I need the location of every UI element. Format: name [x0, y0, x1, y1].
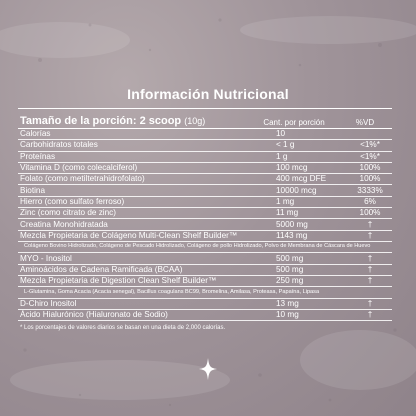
nutrient-amount: < 1 g [276, 140, 295, 150]
nutrient-name: Carbohidratos totales [20, 140, 98, 150]
nutrient-amount: 400 mcg DFE [276, 174, 327, 184]
amount-header: Cant. por porción [263, 118, 325, 127]
nutrient-amount: 13 mg [276, 298, 299, 308]
footnote: * Los porcentajes de valores diarios se basan en una dieta de 2,000 calorías. [20, 325, 226, 332]
nutrient-dv: † [367, 264, 373, 274]
nutrient-name: Proteínas [20, 151, 56, 161]
nutrient-name: Biotina [20, 185, 46, 195]
nutrient-amount: 11 mg [276, 208, 299, 218]
nutrient-row [18, 219, 392, 230]
nutrient-name: Mezcla Propietaria de Colágeno Multi-Clean Shelf Builder™ [20, 230, 238, 240]
nutrient-dv: 100% [359, 174, 381, 184]
nutrient-dv: † [367, 310, 373, 320]
nutrient-amount: 10 mg [276, 310, 299, 320]
nutrient-amount: 1143 mg [276, 230, 308, 240]
nutrient-row [18, 129, 392, 140]
nutrient-row [18, 174, 392, 185]
nutrient-amount: 10000 mcg [276, 185, 317, 195]
dv-header: %VD [355, 118, 375, 127]
nutrient-dv: † [367, 276, 373, 286]
nutrient-row [18, 140, 392, 151]
page-title: Información Nutricional [127, 86, 289, 102]
nutrient-name: Vitamina D (como colecalciferol) [20, 163, 138, 173]
serving-size-label: Tamaño de la porción: 2 scoop [20, 115, 182, 127]
nutrient-amount: 500 mg [276, 264, 304, 274]
nutrient-amount: 100 mcg [276, 163, 308, 173]
nutrient-row [18, 231, 392, 242]
nutrient-dv: 6% [364, 196, 376, 206]
nutrient-dv: † [367, 230, 373, 240]
nutrient-row [18, 197, 392, 208]
nutrient-name: Ácido Hialurónico (Hialuronato de Sodio) [20, 310, 168, 320]
nutrient-dv: 100% [359, 208, 381, 218]
nutrient-row [18, 276, 392, 287]
nutrient-dv: † [367, 219, 373, 229]
nutrient-row [18, 299, 392, 310]
nutrient-name: MYO - Inositol [20, 253, 72, 263]
nutrient-row [18, 310, 392, 321]
nutrient-name: Aminoácidos de Cadena Ramificada (BCAA) [20, 264, 183, 274]
nutrient-dv: 3333% [357, 185, 383, 195]
nutrient-dv: <1%* [360, 151, 380, 161]
nutrient-row [18, 208, 392, 219]
nutrient-name: Calorías [20, 129, 51, 139]
nutrient-dv: † [367, 298, 373, 308]
collagen-blend-ingredients: Colágeno Bovino Hidrolizado, Colágeno de Pescado Hidrolizado, Colágeno de pollo Hidrolizado, Polvo de Membrana de Cáscara de Huevo [18, 242, 392, 253]
nutrient-name: Hierro (como sulfato ferroso) [20, 196, 125, 206]
nutrient-name: Zinc (como citrato de zinc) [20, 208, 117, 218]
digestion-blend-ingredients: L-Glutamina, Goma Acacia (Acacia senegal), Bacillus coagulans BC99, Bromelina, Amilasa, Proteasa, Papaína, Lipasa [18, 287, 392, 298]
serving-size [18, 115, 250, 127]
nutrient-name: Folato (como metiltetrahidrofolato) [20, 174, 145, 184]
nutrient-amount: 5000 mg [276, 219, 308, 229]
nutrient-dv: 100% [359, 163, 381, 173]
nutrient-amount: 1 g [276, 151, 288, 161]
serving-size-grams: (10g) [184, 116, 206, 126]
sparkle-icon [199, 358, 217, 380]
table-header [18, 108, 392, 129]
nutrient-row [18, 185, 392, 196]
nutrient-row [18, 152, 392, 163]
nutrient-name: Creatina Monohidratada [20, 219, 108, 229]
nutrition-table [18, 108, 392, 331]
nutrient-name: Mezcla Propietaria de Digestion Clean Shelf Builder™ [20, 276, 217, 286]
nutrient-dv: † [367, 253, 373, 263]
nutrient-row [18, 253, 392, 264]
nutrient-amount: 10 [276, 129, 286, 139]
nutrient-row [18, 265, 392, 276]
nutrient-row [18, 163, 392, 174]
nutrient-amount: 250 mg [276, 276, 304, 286]
nutrient-name: D-Chiro Inositol [20, 298, 77, 308]
nutrient-dv: <1%* [360, 140, 380, 150]
nutrient-amount: 500 mg [276, 253, 304, 263]
nutrient-amount: 1 mg [276, 196, 295, 206]
